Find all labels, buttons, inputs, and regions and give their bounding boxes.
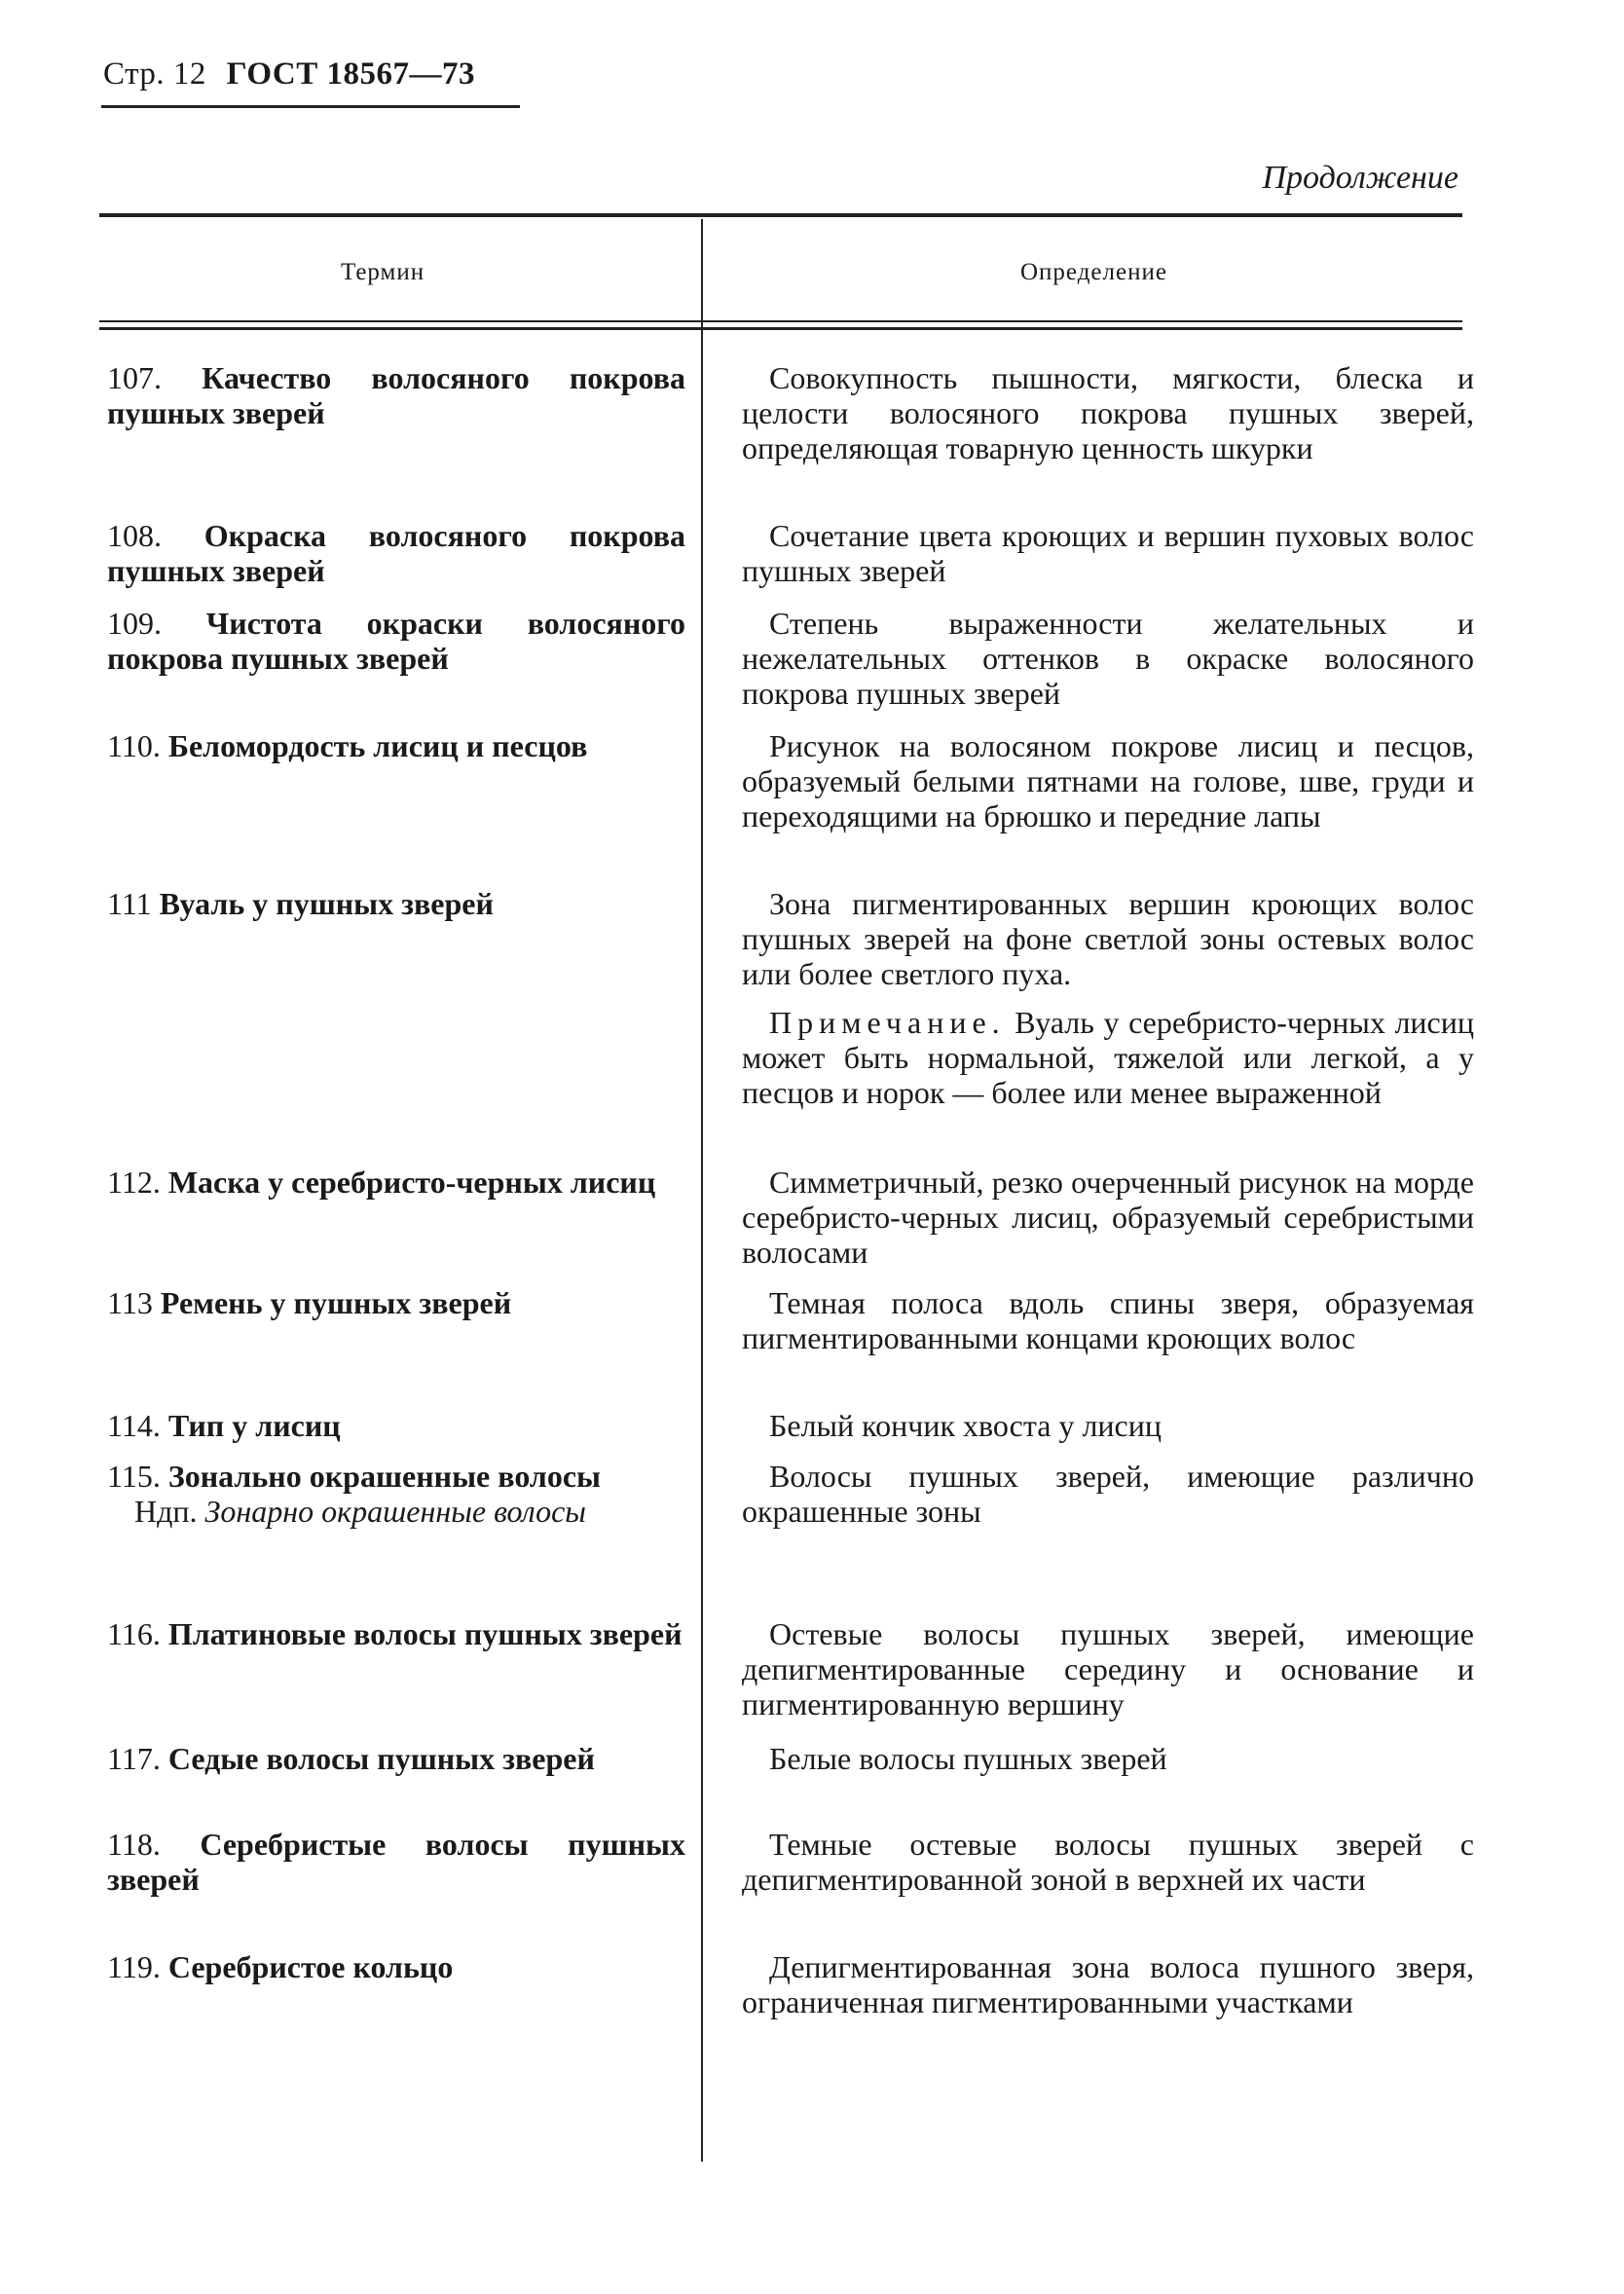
- definition-cell: Сочетание цвета кроющих и вершин пуховых волос пушных зверей: [742, 518, 1474, 588]
- term-cell: [107, 1827, 685, 1897]
- continuation-label: Продолжение: [1262, 160, 1458, 196]
- term-text: Серебристые волосы пушных зверей: [107, 1827, 686, 1897]
- term-cell: [107, 728, 685, 763]
- non-recommended-term: [134, 1494, 685, 1529]
- term-text: Вуаль у пушных зверей: [159, 886, 494, 921]
- page-number: Стр. 12: [103, 56, 206, 92]
- term-cell: [107, 1408, 685, 1443]
- term-number: 108.: [107, 518, 162, 553]
- definition-cell: Белые волосы пушных зверей: [769, 1741, 1167, 1776]
- definition-cell: Белый кончик хвоста у лисиц: [769, 1408, 1162, 1443]
- note-label: Примечание.: [769, 1005, 1006, 1040]
- column-divider: [701, 219, 703, 2162]
- term-text: Беломордость лисиц и песцов: [167, 728, 588, 763]
- table-header-rule: [99, 320, 1462, 322]
- term-text: Ремень у пушных зверей: [160, 1285, 512, 1320]
- term-cell: [107, 1949, 685, 1984]
- header-underline: [101, 105, 520, 108]
- column-header-definition: Определение: [1020, 259, 1167, 285]
- term-number: 118.: [107, 1827, 161, 1862]
- note-111: [742, 1005, 1474, 1110]
- definition-cell: Рисунок на волосяном покрове лисиц и песцов, образуемый белыми пятнами на голове, шве, груди и переходящими на брюшко и передние лапы: [742, 728, 1474, 833]
- definition-cell: Симметричный, резко очерченный рисунок на морде серебристо-черных лисиц, образуемый серебристыми волосами: [742, 1165, 1474, 1270]
- term-text: Серебристое кольцо: [167, 1949, 454, 1984]
- term-text: Зонально окрашенные волосы: [167, 1459, 602, 1494]
- term-number: 117.: [107, 1741, 161, 1776]
- definition-cell: Зона пигментированных вершин кроющих волос пушных зверей на фоне светлой зоны остевых волос или более светлого пуха.: [742, 886, 1474, 991]
- definition-cell: Степень выраженности желательных и нежелательных оттенков в окраске волосяного покрова пушных зверей: [742, 606, 1474, 711]
- term-number: 107.: [107, 360, 162, 395]
- term-text: Седые волосы пушных зверей: [167, 1741, 595, 1776]
- term-number: 116.: [107, 1616, 161, 1651]
- table-top-rule: [99, 213, 1462, 217]
- term-cell: [107, 1165, 685, 1200]
- term-number: 119.: [107, 1949, 161, 1984]
- term-text: Качество волосяного покрова пушных зверей: [107, 360, 686, 430]
- note-text: Вуаль у серебристо-черных лисиц может быть нормальной, тяжелой или легкой, а у песцов и норок — более или менее выраженной: [742, 1005, 1475, 1110]
- term-cell: [107, 1459, 685, 1529]
- term-cell: [107, 1741, 685, 1776]
- term-cell: [107, 1285, 685, 1320]
- term-cell: [107, 518, 685, 588]
- term-number: 114.: [107, 1408, 161, 1443]
- term-text: Платиновые волосы пушных зверей: [167, 1616, 683, 1651]
- definition-cell: Темная полоса вдоль спины зверя, образуемая пигментированными концами кроющих волос: [742, 1285, 1474, 1355]
- term-cell: [107, 360, 685, 430]
- definition-cell: Депигментированная зона волоса пушного зверя, ограниченная пигментированными участками: [742, 1949, 1474, 2019]
- definition-cell: Темные остевые волосы пушных зверей с депигментированной зоной в верхней их части: [742, 1827, 1474, 1897]
- definition-cell: Совокупность пышности, мягкости, блеска и целости волосяного покрова пушных зверей, определяющая товарную ценность шкурки: [742, 360, 1474, 465]
- gost-number: ГОСТ 18567—73: [226, 56, 475, 92]
- definition-cell: Волосы пушных зверей, имеющие различно окрашенные зоны: [742, 1459, 1474, 1529]
- term-cell: [107, 886, 685, 921]
- table-header-rule-double: [99, 327, 1462, 330]
- term-text: Окраска волосяного покрова пушных зверей: [107, 518, 686, 588]
- column-header-term: Термин: [341, 259, 425, 285]
- term-number: 110.: [107, 728, 161, 763]
- definition-cell: Остевые волосы пушных зверей, имеющие депигментированные середину и основание и пигментированную вершину: [742, 1616, 1474, 1721]
- term-text: Тип у лисиц: [167, 1408, 341, 1443]
- term-cell: [107, 1616, 685, 1651]
- term-text: Чистота окраски волосяного покрова пушных зверей: [107, 606, 685, 676]
- term-text: Маска у серебристо-черных лисиц: [167, 1165, 656, 1200]
- page-header: [103, 56, 475, 92]
- term-cell: [107, 606, 685, 676]
- non-recommended-label: Ндп.: [134, 1494, 198, 1529]
- term-number: 112.: [107, 1165, 161, 1200]
- term-number: 111: [107, 886, 152, 921]
- non-recommended-text: Зонарно окрашенные волосы: [204, 1494, 586, 1529]
- term-number: 115.: [107, 1459, 161, 1494]
- term-number: 113: [107, 1285, 153, 1320]
- term-number: 109.: [107, 606, 162, 641]
